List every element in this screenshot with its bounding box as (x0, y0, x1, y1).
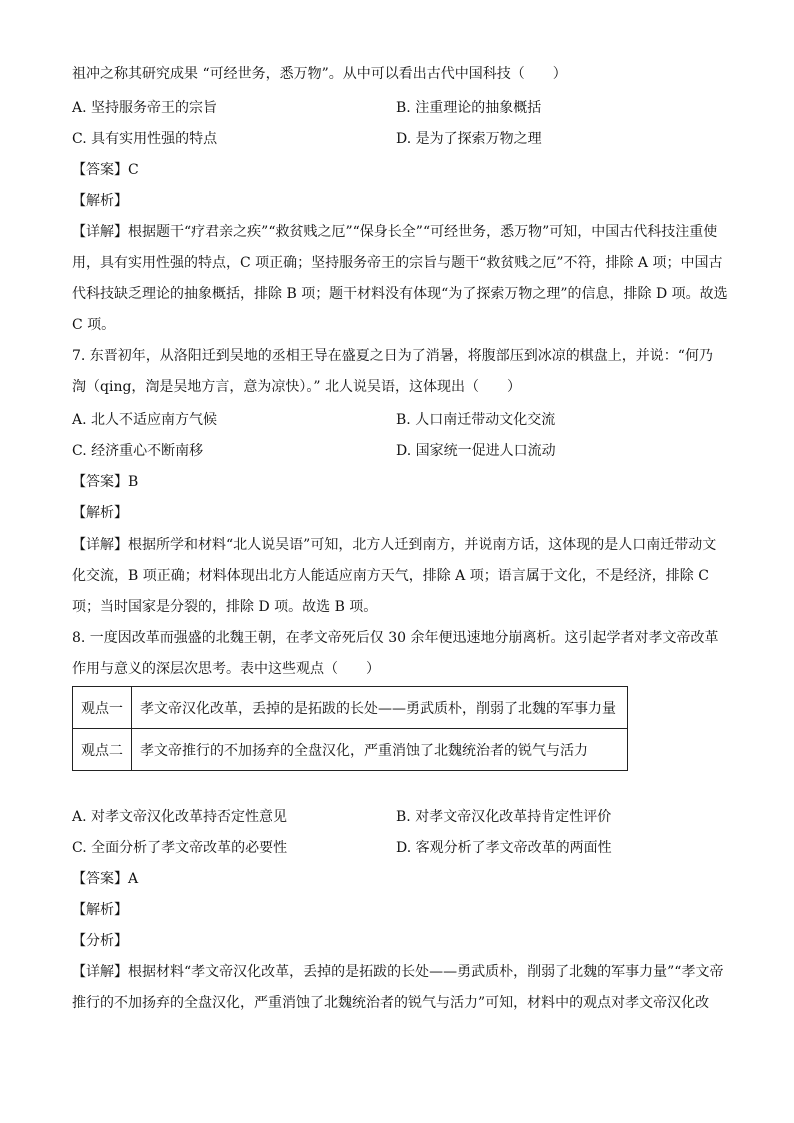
q6-option-a: A. 坚持服务帝王的宗旨 (72, 100, 218, 116)
table-row (73, 729, 628, 771)
q6-detail-line: C 项。 (72, 317, 116, 333)
q8-stem-line: 8. 一度因改革而强盛的北魏王朝，在孝文帝死后仅 30 余年便迅速地分崩离析。这引起学者对孝文帝改革 (72, 630, 719, 646)
q8-option-d: D. 客观分析了孝文帝改革的两面性 (396, 840, 612, 856)
q8-option-c: C. 全面分析了孝文帝改革的必要性 (72, 840, 288, 856)
table-cell-label: 观点二 (73, 729, 132, 771)
q7-detail-line: 化交流，B 项正确；材料体现出北方人能适应南方天气，排除 A 项；语言属于文化，不是经济，排除 C (72, 568, 709, 584)
q6-answer: 【答案】C (72, 162, 139, 178)
q7-analysis-heading: 【解析】 (72, 505, 128, 521)
table-cell-text: 孝文帝推行的不加扬弃的全盘汉化，严重消蚀了北魏统治者的锐气与活力 (132, 729, 628, 771)
table-cell-label: 观点一 (73, 687, 132, 729)
q7-stem-line: 7. 东晋初年，从洛阳迁到吴地的丞相王导在盛夏之日为了消暑，将腹部压到冰凉的棋盘上，并说：“何乃 (72, 348, 713, 364)
q8-detail-line: 【详解】根据材料“孝文帝汉化改革，丢掉的是拓跋的长处——勇武质朴，削弱了北魏的军事力量”“孝文帝 (72, 964, 724, 980)
q8-detail-line: 推行的不加扬弃的全盘汉化，严重消蚀了北魏统治者的锐气与活力”可知，材料中的观点对孝文帝汉化改 (72, 995, 710, 1011)
q6-option-b: B. 注重理论的抽象概括 (396, 100, 542, 116)
table-cell-text: 孝文帝汉化改革，丢掉的是拓跋的长处——勇武质朴，削弱了北魏的军事力量 (132, 687, 628, 729)
q6-detail-line: 【详解】根据题干“疗君亲之疾”“救贫贱之厄”“保身长全”“可经世务，悉万物”可知，中国古代科技注重使 (72, 224, 718, 240)
q8-option-a: A. 对孝文帝汉化改革持否定性意见 (72, 809, 288, 825)
q7-option-d: D. 国家统一促进人口流动 (396, 443, 556, 459)
table-row (73, 687, 628, 729)
q7-detail-line: 项；当时国家是分裂的，排除 D 项。故选 B 项。 (72, 599, 378, 615)
q8-fenxi-heading: 【分析】 (72, 933, 128, 949)
q6-option-d: D. 是为了探索万物之理 (396, 131, 542, 147)
q7-answer: 【答案】B (72, 474, 139, 490)
q8-answer: 【答案】A (72, 871, 139, 887)
q7-option-c: C. 经济重心不断南移 (72, 443, 204, 459)
q8-option-b: B. 对孝文帝汉化改革持肯定性评价 (396, 809, 612, 825)
q6-detail-line: 用，具有实用性强的特点，C 项正确；坚持服务帝王的宗旨与题干“救贫贱之厄”不符，排除 A 项；中国古 (72, 255, 723, 271)
q8-stem-line: 作用与意义的深层次思考。表中这些观点（ ） (72, 661, 380, 677)
q6-option-c: C. 具有实用性强的特点 (72, 131, 218, 147)
q7-option-a: A. 北人不适应南方气候 (72, 412, 218, 428)
q7-stem-line: 渹（qing，渹是吴地方言，意为凉快）。” 北人说吴语，这体现出（ ） (72, 379, 522, 395)
q8-analysis-heading: 【解析】 (72, 902, 128, 918)
q7-option-b: B. 人口南迁带动文化交流 (396, 412, 556, 428)
q6-stem: 祖冲之称其研究成果 “可经世务，悉万物”。从中可以看出古代中国科技（ ） (72, 66, 567, 82)
q7-detail-line: 【详解】根据所学和材料“北人说吴语”可知，北方人迁到南方，并说南方话，这体现的是人口南迁带动文 (72, 537, 717, 553)
viewpoints-table (72, 686, 628, 771)
q6-analysis-heading: 【解析】 (72, 193, 128, 209)
q6-detail-line: 代科技缺乏理论的抽象概括，排除 B 项；题干材料没有体现“为了探索万物之理”的信息，排除 D 项。故选 (72, 286, 728, 302)
